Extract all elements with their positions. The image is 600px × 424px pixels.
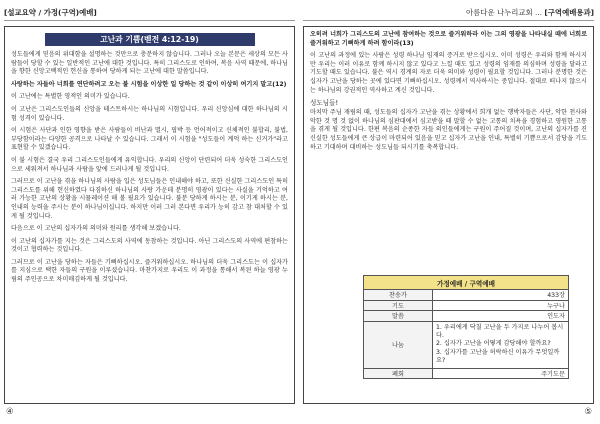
- page-number: ⑤: [584, 407, 592, 417]
- paragraph: 이 고난에는 특별한 영적인 의미가 있습니다.: [11, 93, 130, 101]
- right-header-category: [구역예배용과]: [544, 8, 594, 17]
- subheading: 성도님들!: [310, 99, 339, 108]
- left-header-category: [설교요약 / 가정(구역)예배]: [4, 8, 97, 17]
- left-page-header: [4, 6, 295, 21]
- table-row: [364, 311, 569, 322]
- row-label: 기도: [364, 300, 433, 311]
- paragraph: 이 불 시험은 결국 우리 그리스도인들에게 유익합니다. 우리의 신앙이 단련되어 더욱 성숙한 그리스도인으로 세워져서 하나님과 사람을 앞에 드러나게 될 것입니다.: [11, 156, 288, 173]
- sermon-title: 고난과 기쁨(벧전 4:12-19): [45, 33, 255, 46]
- paragraph: 마치막 주님 재림의 때, 성도들의 십자가 고난을 겪는 상황에서 희개 없는 행박자들은 사단, 악한 천사와 악한 것 명 것 없이 하나님의 심판대에서 심고받을 때 말할 수 없는 고통의 치욕을 경험하고 영원한 고통을 겪게 될 것입니다. 한편 복음의 순종한 자들 의인들에게는 구원이 주어질 것이며, 고난의 십자가를 진 신실한 성도들에게 큰 상급이 마련되어 있음을 믿고 십자가 고난을 인내, 특별히 기쁨으로서 감당을 기도하고 기대하며 대비하는 성도님들 되시기를 축복합니다.: [310, 109, 587, 151]
- question-item: 3. 십자가를 고난을 허락하신 이유가 무엇일까요?: [436, 348, 560, 365]
- paragraph: 이 고난의 과정에 있는 사람은 성령 하나님 임재의 증거로 받으십시오. 이미 성령은 우리와 함께 하시지만 우리는 이러 이유로 함께 하시지 않고 있다고 느낄 때도 있고 성령의 임재를 의심하며 성령을 달라고 기도할 때도 있습니다. 불은 역시 경계의 자로 더욱 의미와 성령이 필요할 것입니다. 그러나 분명한 것은 십자가 고난을 당하는 곳에 있다면 기뻐하십시오. 성령께서 역사하시는 중입니다. 절대로 떠나지 않으시는 하나님의 강권적인 역사하고 계신 것입니다.: [310, 52, 587, 94]
- question-item: 1. 우리에게 닥칠 고난을 두 가지로 나누어 봅시다.: [436, 323, 564, 339]
- page-number: ④: [6, 407, 14, 417]
- table-row: [364, 368, 569, 379]
- row-label: 말씀: [364, 311, 433, 322]
- discussion-questions: [433, 321, 569, 368]
- paragraph: 이 고난의 십자가를 지는 것은 그리스도의 사역에 동참하는 것입니다. 아닌 그리스도의 사역에 편참하는 것이고 협력하는 것입니다.: [11, 237, 288, 254]
- row-value: 누구나: [433, 300, 569, 311]
- scripture-quote: 사랑하는 자들아 너희를 연단하려고 오는 불 시험을 이상한 일 당하는 것 같이 이상히 여기지 말고(12): [11, 80, 287, 88]
- church-name: 아름다운 나누리교회 ...: [466, 8, 543, 17]
- row-value: 인도자: [433, 311, 569, 322]
- table-header: 가정예배 / 구역예배: [364, 276, 569, 290]
- paragraph: 그러므로 이 고난을 당하는 자들은 기뻐하십시오. 즐거워하십시오. 하나님의 더욱 그리스도는 이 십자가를 지심으로 택한 자들의 구원을 이루셨습니다. 마찬가지로 우리도 이 과정을 통해서 복된 하늘 영광 누림의 주인공으로 차미매김하게 될 것입니다.: [11, 258, 288, 284]
- row-value: 주기도문: [433, 368, 569, 379]
- right-page-header: [303, 6, 594, 21]
- paragraph: 이 고난은 그리스도인들의 신앙을 테스트하시는 하나님의 시험입니다. 우리 신앙심에 대한 하나님의 시험 성격이 있습니다.: [11, 105, 288, 122]
- paragraph: 그러므로 이 고난을 겪을 하나님의 사람을 입은 성도님들은 인내해야 하고, 또한 신실한 그리스도인 특히 그리스도를 위해 헌신하였다 다짐하신 하나님의 사랑 가운데 분명히 영광이 있다는 사실을 기억하고 여러 가능한 고난의 상황을 시뮬레이션 해 볼 필요가 있습니다. 불분 당하게 하시는 분, 이기게 하시는 분, 인내의 능력을 주시는 분이 하나님이십니다. 하지만 이러 그러 본다면 우리가 능히 감고 참 대처할 수 있게 될 것입니다.: [11, 178, 288, 220]
- table-row: [364, 300, 569, 311]
- paragraph: 성도들에게 믿음의 위대함을 설명하는 것만으로 충분하지 않습니다. 그러나 오늘 본문은 세상의 모든 사람들이 당할 수 있는 일반적인 고난에 대한 것입니다. 특히 그리스도로 인하여, 복음 사역 때문에, 하나님을 향한 신앙고백적인 헌신을 통하여 당하게 되는 고난에 대한 말씀입니다.: [11, 51, 288, 76]
- table-row: [364, 290, 569, 301]
- table-row: [364, 321, 569, 368]
- scripture-quote: 오히려 너희가 그리스도의 고난에 참여하는 것으로 즐거워하라 이는 그의 영광을 나타내실 때에 너희로 즐거워하고 기뻐하게 하려 함이라(13): [310, 31, 587, 47]
- left-page: [4, 6, 295, 418]
- paragraph: 이 시험은 사단과 인한 영향을 받은 사람들이 비난과 멸시, 핍박 등 언어적이고 신체적인 불합리, 불법, 부당함이라는 다양한 공격으로 나타날 수 있습니다. 그래서 이 시험을 "성도들이 계억 하는 신거가"라고 표현할 수 있겠습니다.: [11, 127, 288, 152]
- row-label: 나눔: [364, 321, 433, 368]
- question-item: 2. 십자가 고난을 어떻게 감당해야 할까요?: [436, 340, 551, 348]
- row-value: 433장: [433, 290, 569, 301]
- worship-order-table: [363, 275, 569, 379]
- right-page: [303, 6, 594, 418]
- row-label: 폐회: [364, 368, 433, 379]
- paragraph: 다음으로 이 고난의 십자가의 의미와 원리를 생각해 보겠습니다.: [11, 225, 181, 233]
- row-label: 찬송가: [364, 290, 433, 301]
- left-content-frame: [4, 26, 295, 404]
